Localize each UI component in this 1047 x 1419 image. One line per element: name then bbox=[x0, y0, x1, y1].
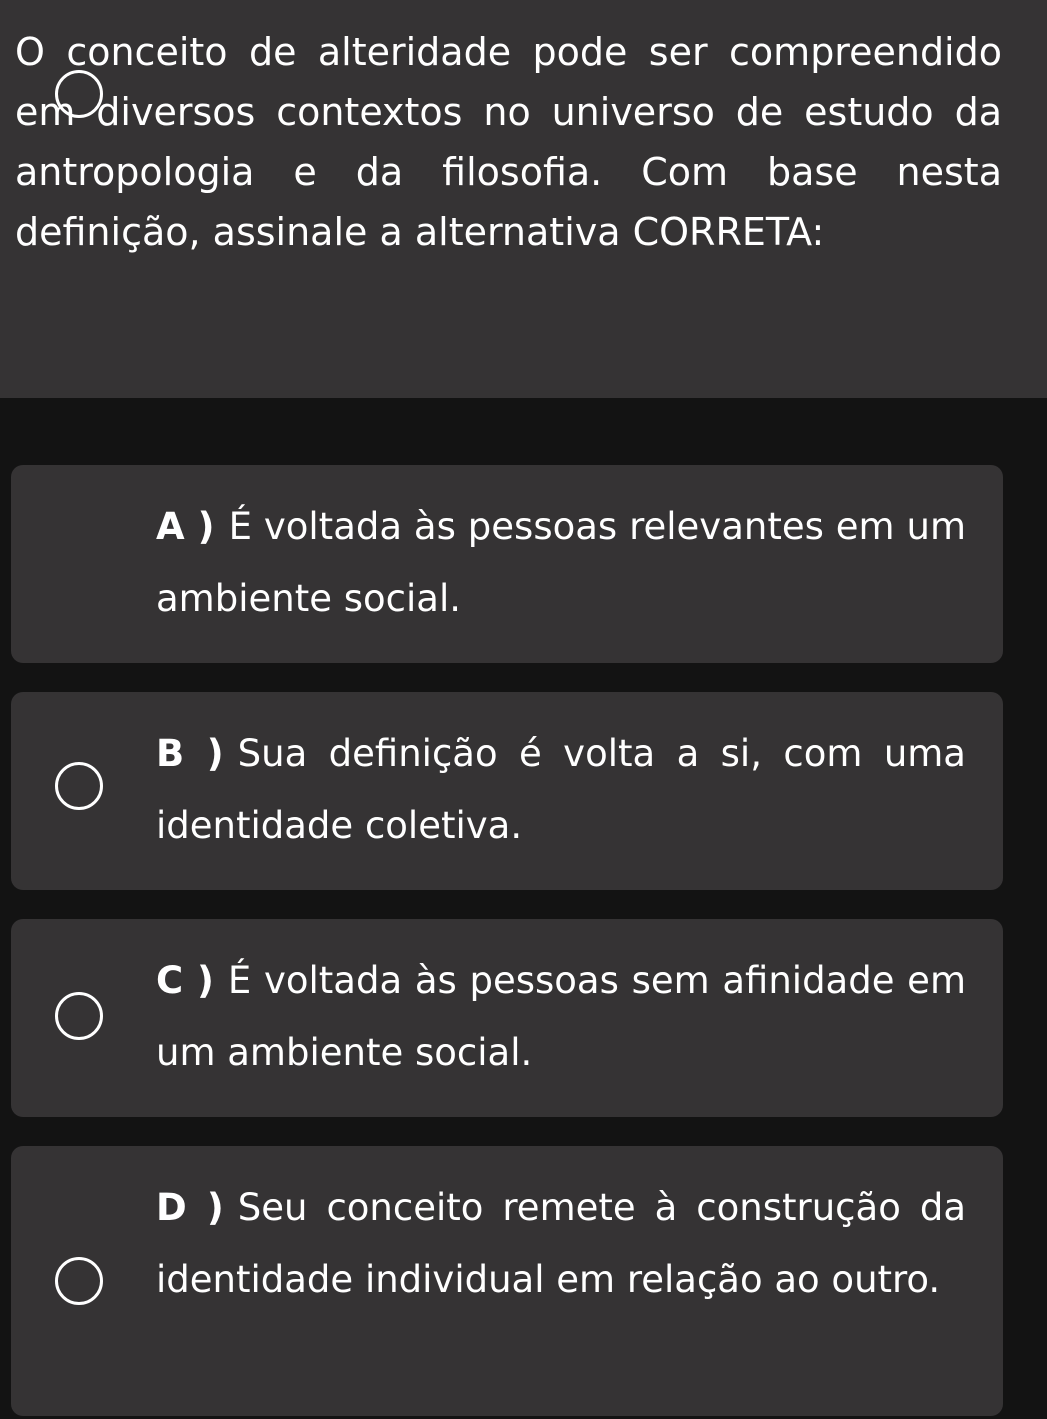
option-b[interactable] bbox=[11, 692, 1003, 890]
radio-icon[interactable] bbox=[55, 1257, 103, 1305]
option-text: Seu conceito remete à construção da identidade individual em relação ao outro. bbox=[156, 1186, 966, 1301]
radio-icon[interactable] bbox=[55, 762, 103, 810]
option-c[interactable] bbox=[11, 919, 1003, 1117]
option-letter: A ) bbox=[156, 505, 215, 548]
option-a[interactable] bbox=[11, 465, 1003, 663]
option-d-body bbox=[156, 1172, 966, 1316]
option-d[interactable] bbox=[11, 1146, 1003, 1416]
option-c-body bbox=[156, 945, 966, 1089]
option-b-body bbox=[156, 718, 966, 862]
option-letter: C ) bbox=[156, 959, 214, 1002]
question-text: O conceito de alteridade pode ser compreendido em diversos contextos no universo de estudo da antropologia e da filosofia. Com base nesta definição, assinale a alternativa CORRETA: bbox=[15, 30, 1002, 254]
question-panel bbox=[0, 0, 1047, 398]
radio-icon[interactable] bbox=[55, 992, 103, 1040]
radio-icon[interactable] bbox=[55, 70, 103, 118]
option-text: Sua definição é volta a si, com uma identidade coletiva. bbox=[156, 732, 966, 847]
option-text: É voltada às pessoas relevantes em um ambiente social. bbox=[156, 505, 966, 620]
option-letter: B ) bbox=[156, 732, 224, 775]
option-letter: D ) bbox=[156, 1186, 224, 1229]
option-a-body bbox=[156, 491, 966, 635]
option-text: É voltada às pessoas sem afinidade em um ambiente social. bbox=[156, 959, 966, 1074]
